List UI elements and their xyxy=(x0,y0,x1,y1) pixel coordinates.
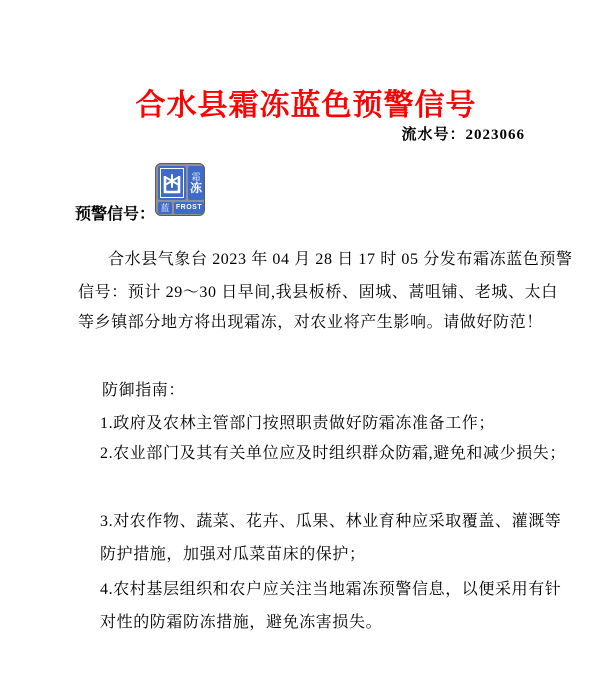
guide-item-3-cont: 防护措施，加强对瓜菜苗床的保护； xyxy=(100,546,366,563)
frost-blue-warning-icon xyxy=(155,163,205,216)
frost-char-bottom: 冻 xyxy=(189,180,202,195)
paragraph-line: 等乡镇部分地方将出现霜冻，对农业将产生影响。请做好防范！ xyxy=(78,314,543,331)
frost-symbol-icon xyxy=(158,166,186,200)
frost-name-cell xyxy=(188,166,204,200)
guide-item-4-cont: 对性的防霜防冻措施，避免冻害损失。 xyxy=(100,614,383,631)
frost-en-label: FROST xyxy=(174,202,204,214)
paragraph-line: 信号：预计 29～30 日早间,我县板桥、固城、蒿咀铺、老城、太白 xyxy=(78,284,558,301)
page-title: 合水县霜冻蓝色预警信号 xyxy=(135,89,477,122)
frost-char-top: 霜 xyxy=(191,171,201,182)
guide-item-1: 1.政府及农林主管部门按照职责做好防霜冻准备工作； xyxy=(100,415,496,432)
guide-item-3: 3.对农作物、蔬菜、花卉、瓜果、林业育种应采取覆盖、灌溉等 xyxy=(100,513,562,530)
frost-snowflake-glyph xyxy=(161,169,183,197)
signal-label: 预警信号： xyxy=(75,206,156,223)
level-blue-cell: 蓝 xyxy=(158,202,172,214)
paragraph-line: 合水县气象台 2023 年 04 月 28 日 17 时 05 分发布霜冻蓝色预警 xyxy=(108,251,573,268)
guide-item-4: 4.农村基层组织和农户应关注当地霜冻预警信息，以便采用有针 xyxy=(100,581,562,598)
guide-title: 防御指南： xyxy=(102,382,186,399)
serial-number: 流水号：2023066 xyxy=(401,127,525,143)
guide-item-2: 2.农业部门及其有关单位应及时组织群众防霜,避免和减少损失； xyxy=(100,445,567,462)
